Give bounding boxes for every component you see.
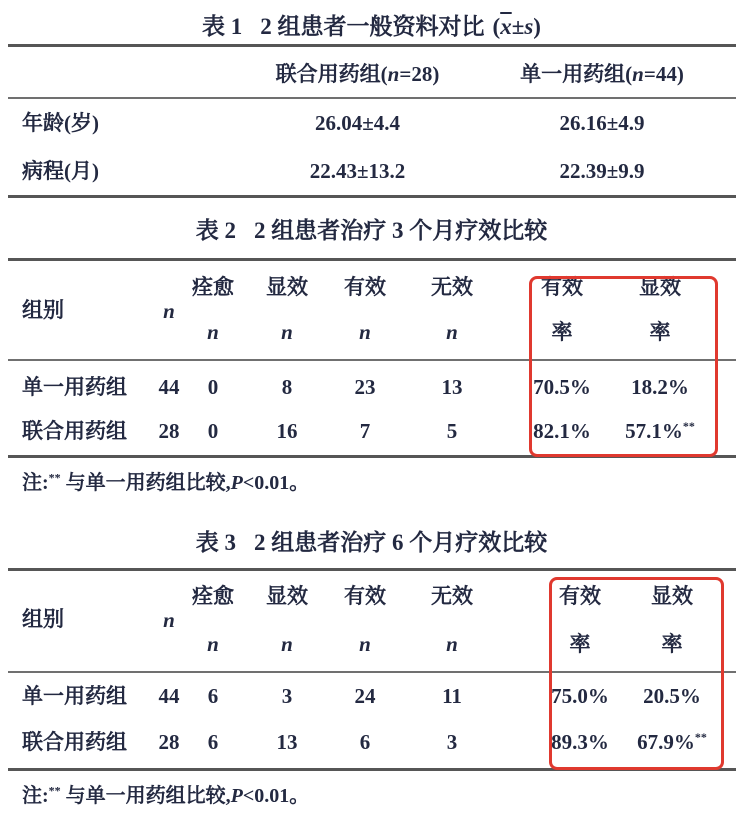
table2-note bbox=[22, 470, 310, 494]
header-n-italic: n bbox=[632, 62, 644, 86]
table3-header-n: n bbox=[163, 608, 175, 632]
table1-row-duration-combined: 22.43±13.2 bbox=[309, 159, 406, 183]
table2-header-group: 组别 bbox=[22, 298, 64, 322]
row-effective-rate: 70.5% bbox=[533, 375, 591, 399]
table1-header-rule bbox=[8, 97, 736, 99]
table3-header-effective-rate-bottom: 率 bbox=[569, 632, 591, 656]
table1-heading: 2 组患者一般资料对比 bbox=[260, 14, 485, 39]
table3-header-cure-top: 痊愈 bbox=[192, 584, 234, 608]
table2-header-effective-rate-bottom: 率 bbox=[551, 320, 573, 344]
table2-header-ineffective-bottom: n bbox=[446, 320, 458, 344]
table3-note bbox=[22, 783, 310, 807]
rate-value: 57.1% bbox=[625, 419, 683, 443]
stat-plusminus: ± bbox=[511, 14, 525, 39]
table2-header-marked-rate-bottom: 率 bbox=[649, 320, 671, 344]
row-group-label: 单一用药组 bbox=[22, 684, 127, 708]
note-tail: <0.01。 bbox=[242, 785, 310, 807]
stat-open-paren: ( bbox=[492, 14, 501, 39]
table1-label: 表 1 bbox=[202, 14, 243, 39]
row-marked: 13 bbox=[276, 730, 298, 754]
table3-header-marked-bottom: n bbox=[281, 632, 293, 656]
stat-close-paren: ) bbox=[533, 14, 541, 39]
table1-row-duration-single: 22.39±9.9 bbox=[559, 159, 645, 183]
table1-row-age-single: 26.16±4.9 bbox=[559, 111, 645, 135]
row-group-label: 联合用药组 bbox=[22, 419, 127, 443]
table2-label: 表 2 bbox=[195, 218, 236, 243]
note-significance-marker: ** bbox=[48, 783, 61, 798]
table2-header-effective-top: 有效 bbox=[344, 275, 386, 299]
header-text: 联合用药组( bbox=[275, 62, 388, 86]
table3-header-effective-bottom: n bbox=[359, 632, 371, 656]
table2-title bbox=[0, 218, 743, 243]
table1-title bbox=[0, 14, 743, 39]
table2-header-marked-bottom: n bbox=[281, 320, 293, 344]
table2-header-cure-top: 痊愈 bbox=[192, 275, 234, 299]
row-marked: 16 bbox=[276, 419, 298, 443]
table1-row-duration-label: 病程(月) bbox=[22, 159, 99, 183]
row-ineffective: 3 bbox=[446, 730, 458, 754]
table3-header-marked-rate-top: 显效 bbox=[651, 584, 693, 608]
row-cure: 0 bbox=[207, 375, 219, 399]
significance-marker: ** bbox=[694, 730, 707, 744]
table1-top-rule bbox=[8, 44, 736, 47]
significance-marker: ** bbox=[682, 419, 695, 433]
stat-xbar: $\overline{x}$ bbox=[500, 14, 512, 39]
row-group-label: 联合用药组 bbox=[22, 730, 127, 754]
header-count: =44) bbox=[643, 62, 684, 86]
stat-s: s bbox=[524, 14, 534, 39]
table3-header-marked-rate-bottom: 率 bbox=[661, 632, 683, 656]
note-p-italic: P bbox=[230, 785, 243, 807]
row-ineffective: 13 bbox=[441, 375, 463, 399]
table1-row-age-combined: 26.04±4.4 bbox=[314, 111, 401, 135]
table2-header-ineffective-top: 无效 bbox=[431, 275, 473, 299]
table2-header-marked-top: 显效 bbox=[266, 275, 308, 299]
note-tail: <0.01。 bbox=[242, 472, 310, 494]
table1-header-single-group bbox=[482, 64, 722, 85]
table1-stat-notation bbox=[493, 14, 541, 39]
table2-header-effective-rate-top: 有效 bbox=[541, 275, 583, 299]
note-prefix: 注: bbox=[22, 785, 49, 807]
table3-top-rule bbox=[8, 568, 736, 571]
row-effective-rate: 89.3% bbox=[551, 730, 609, 754]
table1-header-combined-group bbox=[235, 64, 480, 85]
table2-header-marked-rate-top: 显效 bbox=[639, 275, 681, 299]
row-effective: 23 bbox=[354, 375, 376, 399]
row-marked: 3 bbox=[281, 684, 293, 708]
table2-top-rule bbox=[8, 258, 736, 261]
row-cure: 0 bbox=[207, 419, 219, 443]
row-n: 28 bbox=[158, 730, 180, 754]
header-count: =28) bbox=[399, 62, 440, 86]
row-effective: 6 bbox=[359, 730, 371, 754]
rate-value: 20.5% bbox=[643, 684, 701, 708]
table3-header-effective-top: 有效 bbox=[344, 584, 386, 608]
note-text: 与单一用药组比较, bbox=[60, 472, 231, 494]
row-n: 28 bbox=[158, 419, 180, 443]
row-n: 44 bbox=[158, 684, 180, 708]
row-group-label: 单一用药组 bbox=[22, 375, 127, 399]
highlight-box-rates-table2 bbox=[529, 276, 718, 457]
highlight-box-rates-table3 bbox=[549, 577, 724, 770]
table3-header-group: 组别 bbox=[22, 607, 64, 631]
table2-header-cure-bottom: n bbox=[207, 320, 219, 344]
row-cure: 6 bbox=[207, 730, 219, 754]
row-ineffective: 11 bbox=[442, 684, 462, 708]
table1-row-age-label: 年龄(岁) bbox=[22, 111, 99, 135]
row-cure: 6 bbox=[207, 684, 219, 708]
table3-header-cure-bottom: n bbox=[207, 632, 219, 656]
row-ineffective: 5 bbox=[446, 419, 458, 443]
rate-value: 67.9% bbox=[637, 730, 695, 754]
row-marked: 8 bbox=[281, 375, 293, 399]
row-effective-rate: 82.1% bbox=[533, 419, 591, 443]
table3-header-ineffective-bottom: n bbox=[446, 632, 458, 656]
note-text: 与单一用药组比较, bbox=[60, 785, 231, 807]
table3-label: 表 3 bbox=[195, 530, 236, 555]
header-n-italic: n bbox=[387, 62, 400, 86]
table2-heading: 2 组患者治疗 3 个月疗效比较 bbox=[254, 218, 548, 243]
table3-header-ineffective-top: 无效 bbox=[431, 584, 473, 608]
note-significance-marker: ** bbox=[48, 470, 61, 485]
note-prefix: 注: bbox=[22, 472, 49, 494]
row-n: 44 bbox=[158, 375, 180, 399]
table1-bottom-rule bbox=[8, 195, 736, 198]
table2-header-effective-bottom: n bbox=[359, 320, 371, 344]
note-p-italic: P bbox=[230, 472, 243, 494]
row-effective: 24 bbox=[354, 684, 376, 708]
table3-header-marked-top: 显效 bbox=[266, 584, 308, 608]
table3-title bbox=[0, 530, 743, 555]
header-text: 单一用药组( bbox=[520, 62, 633, 86]
rate-value: 18.2% bbox=[631, 375, 689, 399]
row-effective-rate: 75.0% bbox=[551, 684, 609, 708]
table2-header-n: n bbox=[163, 299, 175, 323]
row-effective: 7 bbox=[359, 419, 371, 443]
table3-header-effective-rate-top: 有效 bbox=[559, 584, 601, 608]
table3-heading: 2 组患者治疗 6 个月疗效比较 bbox=[254, 530, 548, 555]
